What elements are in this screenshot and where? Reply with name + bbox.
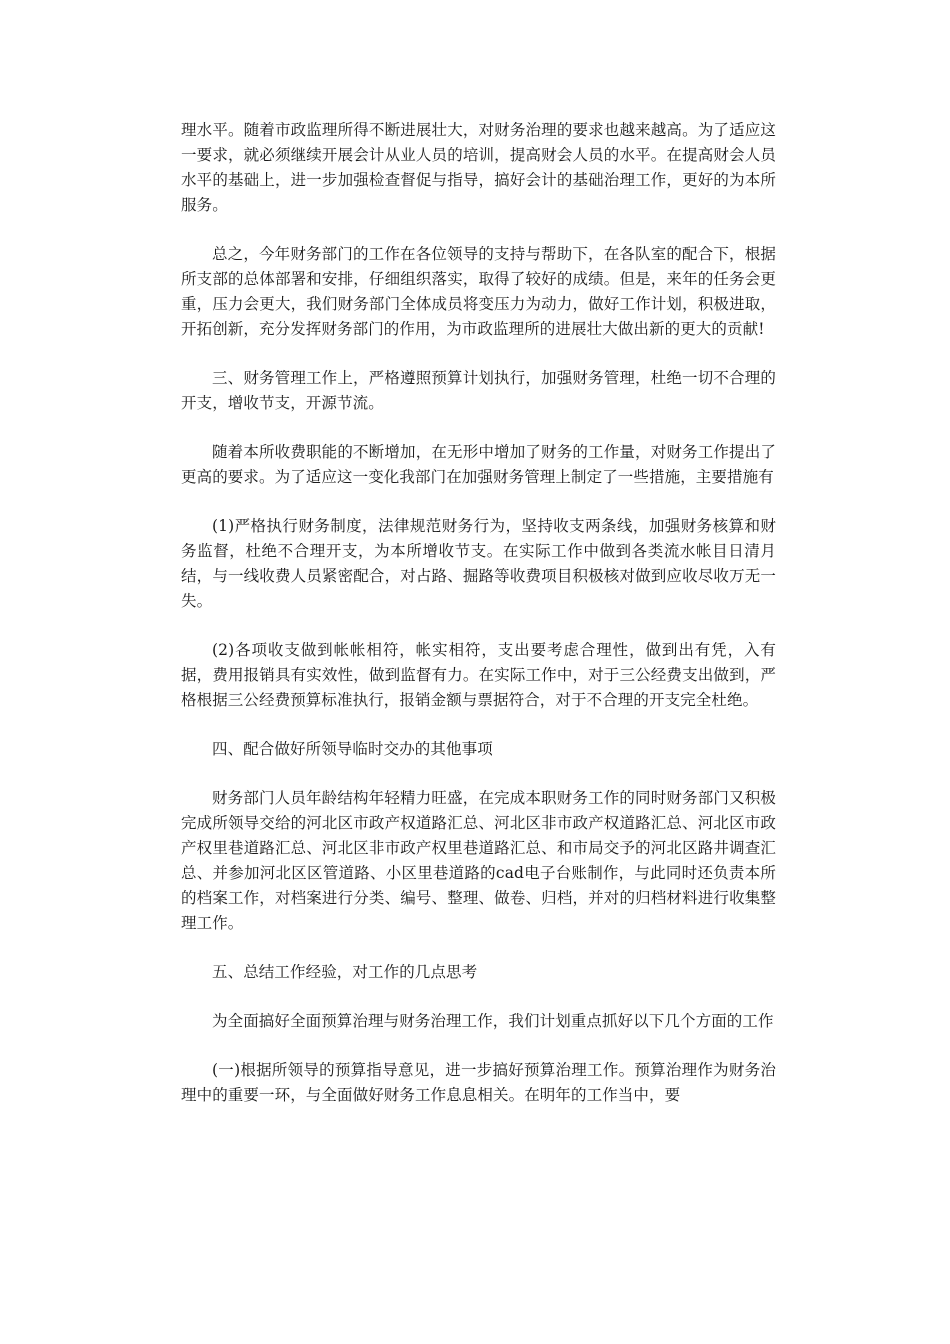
list-item-2: (2)各项收支做到帐帐相符，帐实相符，支出要考虑合理性，做到出有凭，入有据，费用报销具有实效性，做到监督有力。在实际工作中，对于三公经费支出做到，严格根据三公经费预算标准执行，报销金额与票据符合，对于不合理的开支完全杜绝。 [181, 641, 776, 709]
paragraph-other-tasks: 财务部门人员年龄结构年轻精力旺盛，在完成本职财务工作的同时财务部门又积极完成所领导交给的河北区市政产权道路汇总、河北区非市政产权道路汇总、河北区市政产权里巷道路汇总、河北区非市政产权里巷道路汇总、和市局交予的河北区路井调查汇总、并参加河北区区管道路、小区里巷道路的cad电子台账制作，与此同时还负责本所的档案工作，对档案进行分类、编号、整理、做卷、归档，并对的归档材料进行收集整理工作。 [181, 789, 776, 932]
paragraph-plan-intro: 为全面搞好全面预算治理与财务治理工作，我们计划重点抓好以下几个方面的工作 [212, 1012, 774, 1030]
list-item-1: (1)严格执行财务制度，法律规范财务行为，坚持收支两条线，加强财务核算和财务监督，杜绝不合理开支，为本所增收节支。在实际工作中做到各类流水帐目日清月结，与一线收费人员紧密配合，对占路、掘路等收费项目积极核对做到应收尽收万无一失。 [181, 517, 776, 610]
list-item-one: (一)根据所领导的预算指导意见，进一步搞好预算治理工作。预算治理作为财务治理中的重要一环，与全面做好财务工作息息相关。在明年的工作当中，要 [181, 1061, 776, 1104]
document-body [181, 118, 776, 1132]
paragraph-measures-intro: 随着本所收费职能的不断增加，在无形中增加了财务的工作量，对财务工作提出了更高的要求。为了适应这一变化我部门在加强财务管理上制定了一些措施，主要措施有 [181, 443, 776, 486]
section-heading-five: 五、总结工作经验，对工作的几点思考 [212, 963, 478, 981]
paragraph-continuation: 理水平。随着市政监理所得不断进展壮大，对财务治理的要求也越来越高。为了适应这一要求，就必须继续开展会计从业人员的培训，提高财会人员的水平。在提高财会人员水平的基础上，进一步加强检查督促与指导，搞好会计的基础治理工作，更好的为本所服务。 [181, 121, 776, 214]
section-heading-three: 三、财务管理工作上，严格遵照预算计划执行，加强财务管理，杜绝一切不合理的开支，增收节支，开源节流。 [181, 369, 776, 412]
section-heading-four: 四、配合做好所领导临时交办的其他事项 [212, 740, 493, 758]
paragraph-summary: 总之，今年财务部门的工作在各位领导的支持与帮助下，在各队室的配合下，根据所支部的总体部署和安排，仔细组织落实，取得了较好的成绩。但是，来年的任务会更重，压力会更大，我们财务部门全体成员将变压力为动力，做好工作计划，积极进取，开拓创新，充分发挥财务部门的作用，为市政监理所的进展壮大做出新的更大的贡献! [181, 245, 776, 338]
